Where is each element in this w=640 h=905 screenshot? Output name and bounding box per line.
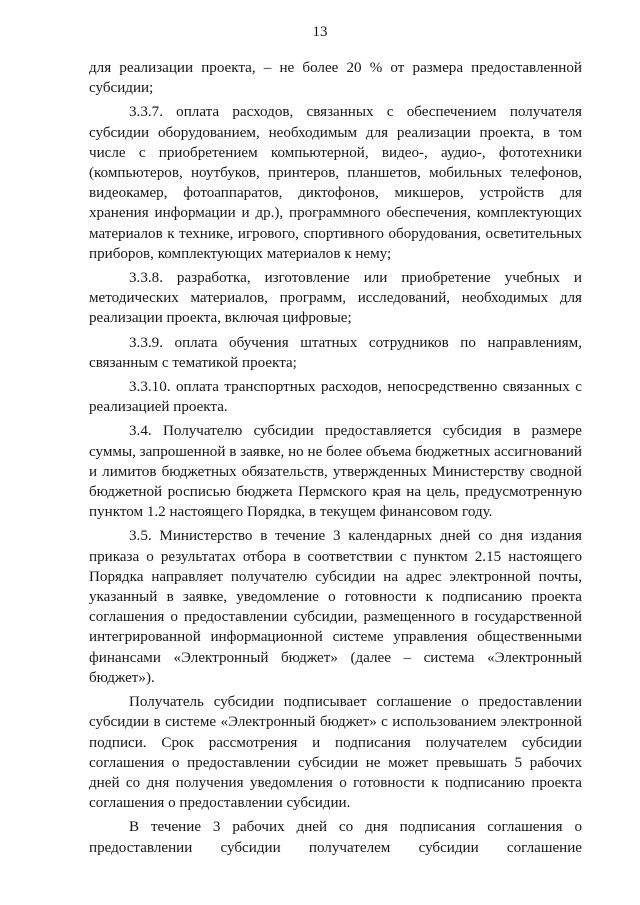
paragraph-continuation: для реализации проекта, – не более 20 % от размера предоставленной субсидии; bbox=[89, 60, 582, 97]
paragraph-3-3-9: 3.3.9. оплата обучения штатных сотрудников по направлениям, связанным с тематикой проекта; bbox=[89, 334, 582, 371]
paragraph-3-4: 3.4. Получателю субсидии предоставляется субсидия в размере суммы, запрошенной в заявке, но не более объема бюджетных ассигнований и лимитов бюджетных обязательств, утвержденных Министерству сводной бюджетной росписью бюджета Пермского края на цель, предусмотренную пунктом 1.2 настоящего Порядка, в текущем финансовом году. bbox=[89, 423, 582, 521]
paragraph-3-3-10: 3.3.10. оплата транспортных расходов, непосредственно связанных с реализацией проекта. bbox=[89, 379, 582, 416]
paragraph-agreement-transfer: В течение 3 рабочих дней со дня подписания соглашения о предоставлении субсидии получателем субсидии соглашение bbox=[89, 819, 582, 856]
paragraph-3-5: 3.5. Министерство в течение 3 календарных дней со дня издания приказа о результатах отбора в соответствии с пунктом 2.15 настоящего Порядка направляет получателю субсидии на адрес электронной почты, указанный в заявке, уведомление о готовности к подписанию проекта соглашения о предоставлении субсидии, размещенного в государственной интегрированной информационной системе управления общественными финансами «Электронный бюджет» (далее – система «Электронный бюджет»). bbox=[89, 528, 582, 686]
paragraph-signing: Получатель субсидии подписывает соглашение о предоставлении субсидии в системе «Электронный бюджет» с использованием электронной подписи. Срок рассмотрения и подписания получателем субсидии соглашения о предоставлении субсидии не может превышать 5 рабочих дней со дня получения уведомления о готовности к подписанию проекта соглашения о предоставлении субсидии. bbox=[89, 694, 582, 812]
paragraph-3-3-8: 3.3.8. разработка, изготовление или приобретение учебных и методических материалов, программ, исследований, необходимых для реализации проекта, включая цифровые; bbox=[89, 270, 582, 327]
page-number: 13 bbox=[312, 24, 328, 40]
document-body bbox=[89, 58, 582, 862]
paragraph-3-3-7: 3.3.7. оплата расходов, связанных с обеспечением получателя субсидии оборудованием, необходимым для реализации проекта, в том числе с приобретением компьютерной, видео-, аудио-, фототехники (компьютеров, ноутбуков, принтеров, планшетов, мобильных телефонов, видеокамер, фотоаппаратов, диктофонов, микшеров, устройств для хранения информации и др.), программного обеспечения, комплектующих материалов к технике, игрового, спортивного оборудования, осветительных приборов, комплектующих материалов к нему; bbox=[89, 104, 582, 262]
